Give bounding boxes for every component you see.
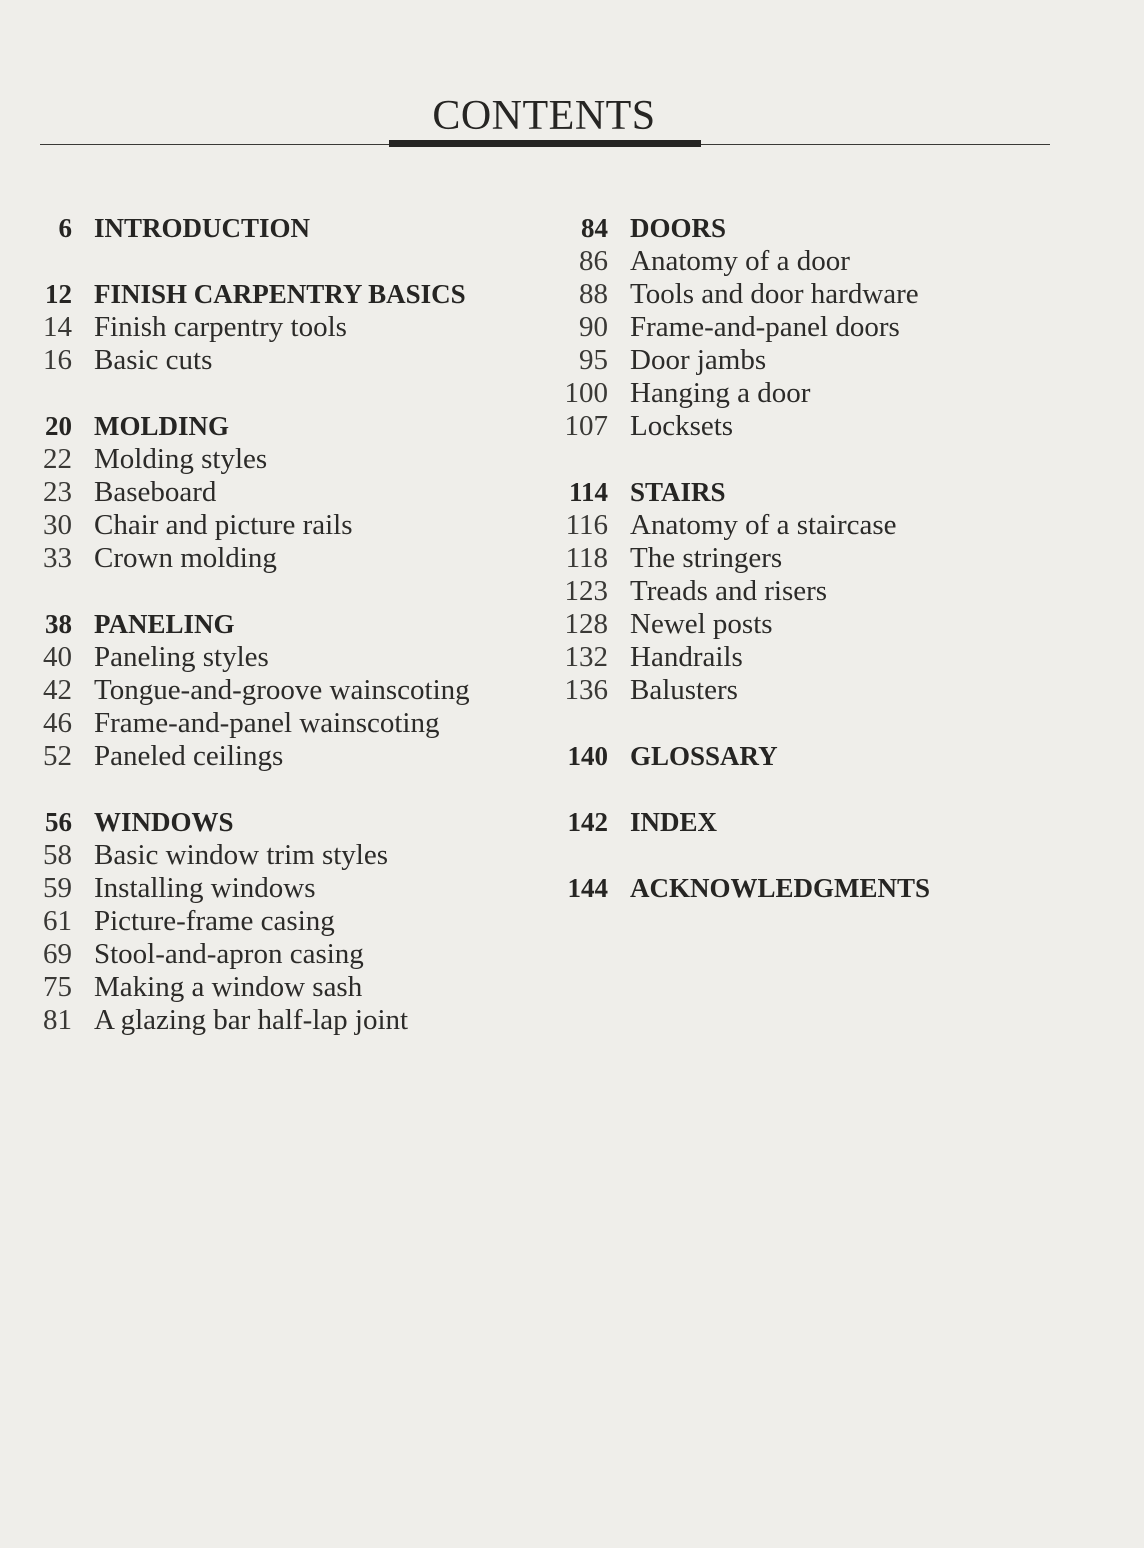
toc-section-heading-stairs[interactable] [552, 476, 1112, 509]
page-title: CONTENTS [432, 93, 656, 140]
toc-page-number: 14 [43, 311, 72, 343]
toc-page-number: 116 [565, 509, 608, 541]
toc-entry-tongue-and-groove-wainscoting[interactable] [20, 674, 540, 707]
toc-entry-label: Balusters [630, 674, 738, 706]
toc-section [552, 212, 1112, 443]
toc-section [20, 410, 540, 575]
toc-section-heading-finish-carpentry-basics[interactable] [20, 278, 540, 311]
toc-entry-label: INDEX [630, 807, 718, 837]
toc-entry-label: ACKNOWLEDGMENTS [630, 873, 931, 903]
title-rule-accent [389, 140, 701, 147]
toc-section [20, 278, 540, 377]
toc-entry-label: A glazing bar half-lap joint [94, 1004, 409, 1036]
toc-page-number: 144 [567, 873, 608, 903]
toc-page-number: 30 [43, 509, 72, 541]
toc-entry-label: INTRODUCTION [94, 213, 311, 243]
toc-entry-paneling-styles[interactable] [20, 641, 540, 674]
toc-page-number: 6 [58, 213, 72, 243]
toc-page-number: 128 [564, 608, 608, 640]
toc-page-number: 90 [579, 311, 608, 343]
toc-entry-label: PANELING [94, 609, 235, 639]
toc-section [20, 212, 540, 245]
toc-page-number: 12 [45, 279, 72, 309]
toc-page-number: 132 [564, 641, 608, 673]
toc-section-heading-doors[interactable] [552, 212, 1112, 245]
contents-right-column [552, 212, 1112, 938]
toc-page-number: 86 [579, 245, 608, 277]
toc-entry-molding-styles[interactable] [20, 443, 540, 476]
toc-entry-handrails[interactable] [552, 641, 1112, 674]
toc-entry-anatomy-of-a-door[interactable] [552, 245, 1112, 278]
toc-section [552, 872, 1112, 905]
toc-entry-label: Handrails [630, 641, 743, 673]
toc-page-number: 38 [45, 609, 72, 639]
toc-entry-tools-and-door-hardware[interactable] [552, 278, 1112, 311]
toc-entry-basic-cuts[interactable] [20, 344, 540, 377]
toc-entry-newel-posts[interactable] [552, 608, 1112, 641]
toc-entry-label: Basic cuts [94, 344, 213, 376]
toc-entry-label: Tongue-and-groove wainscoting [94, 674, 470, 706]
toc-page-number: 23 [43, 476, 72, 508]
toc-entry-label: Baseboard [94, 476, 217, 508]
toc-entry-label: GLOSSARY [630, 741, 778, 771]
toc-page-number: 58 [43, 839, 72, 871]
toc-page-number: 140 [567, 741, 608, 771]
toc-entry-label: FINISH CARPENTRY BASICS [94, 279, 466, 309]
toc-section-heading-paneling[interactable] [20, 608, 540, 641]
toc-entry-baseboard[interactable] [20, 476, 540, 509]
toc-entry-treads-and-risers[interactable] [552, 575, 1112, 608]
toc-entry-label: MOLDING [94, 411, 229, 441]
toc-page-number: 46 [43, 707, 72, 739]
toc-entry-label: Basic window trim styles [94, 839, 389, 871]
toc-section-heading-glossary[interactable] [552, 740, 1112, 773]
toc-entry-frame-and-panel-doors[interactable] [552, 311, 1112, 344]
toc-page-number: 61 [43, 905, 72, 937]
toc-entry-label: Treads and risers [630, 575, 828, 607]
toc-entry-label: Frame-and-panel wainscoting [94, 707, 440, 739]
toc-section-heading-windows[interactable] [20, 806, 540, 839]
toc-entry-door-jambs[interactable] [552, 344, 1112, 377]
toc-entry-picture-frame-casing[interactable] [20, 905, 540, 938]
toc-entry-label: Stool-and-apron casing [94, 938, 364, 970]
toc-entry-label: Crown molding [94, 542, 277, 574]
toc-page-number: 118 [565, 542, 608, 574]
toc-section-heading-index[interactable] [552, 806, 1112, 839]
contents-left-column [20, 212, 540, 1070]
toc-entry-the-stringers[interactable] [552, 542, 1112, 575]
toc-page-number: 22 [43, 443, 72, 475]
toc-page-number: 75 [43, 971, 72, 1003]
toc-entry-label: Finish carpentry tools [94, 311, 347, 343]
toc-page-number: 84 [581, 213, 608, 243]
toc-entry-frame-and-panel-wainscoting[interactable] [20, 707, 540, 740]
toc-page-number: 16 [43, 344, 72, 376]
toc-page-number: 40 [43, 641, 72, 673]
toc-section [20, 608, 540, 773]
toc-entry-hanging-a-door[interactable] [552, 377, 1112, 410]
toc-page-number: 69 [43, 938, 72, 970]
toc-page-number: 123 [564, 575, 608, 607]
toc-page-number: 33 [43, 542, 72, 574]
toc-entry-label: WINDOWS [94, 807, 234, 837]
toc-page-number: 114 [568, 477, 608, 507]
toc-entry-label: Anatomy of a staircase [630, 509, 897, 541]
toc-page-number: 136 [564, 674, 608, 706]
toc-page-number: 142 [567, 807, 608, 837]
toc-entry-label: Molding styles [94, 443, 268, 475]
toc-section [20, 806, 540, 1037]
toc-entry-label: Paneling styles [94, 641, 269, 673]
toc-entry-label: Paneled ceilings [94, 740, 284, 772]
toc-entry-label: Installing windows [94, 872, 316, 904]
toc-entry-basic-window-trim-styles[interactable] [20, 839, 540, 872]
toc-entry-locksets[interactable] [552, 410, 1112, 443]
toc-page-number: 42 [43, 674, 72, 706]
toc-entry-paneled-ceilings[interactable] [20, 740, 540, 773]
toc-entry-crown-molding[interactable] [20, 542, 540, 575]
toc-section [552, 476, 1112, 707]
toc-entry-anatomy-of-a-staircase[interactable] [552, 509, 1112, 542]
toc-section-heading-molding[interactable] [20, 410, 540, 443]
toc-page-number: 100 [564, 377, 608, 409]
toc-entry-balusters[interactable] [552, 674, 1112, 707]
toc-page-number: 59 [43, 872, 72, 904]
toc-entry-label: STAIRS [630, 477, 726, 507]
toc-page-number: 56 [45, 807, 72, 837]
toc-entry-label: DOORS [630, 213, 727, 243]
toc-entry-stool-and-apron-casing[interactable] [20, 938, 540, 971]
toc-page-number: 95 [579, 344, 608, 376]
toc-entry-label: Frame-and-panel doors [630, 311, 900, 343]
toc-entry-label: Anatomy of a door [630, 245, 850, 277]
toc-entry-label: Locksets [630, 410, 734, 442]
toc-entry-label: Door jambs [630, 344, 767, 376]
toc-section-heading-acknowledgments[interactable] [552, 872, 1112, 905]
toc-entry-chair-and-picture-rails[interactable] [20, 509, 540, 542]
toc-entry-label: Making a window sash [94, 971, 363, 1003]
toc-entry-label: Newel posts [630, 608, 773, 640]
toc-entry-making-a-window-sash[interactable] [20, 971, 540, 1004]
toc-entry-finish-carpentry-tools[interactable] [20, 311, 540, 344]
toc-page-number: 52 [43, 740, 72, 772]
toc-entry-label: Tools and door hardware [630, 278, 919, 310]
toc-entry-label: The stringers [630, 542, 783, 574]
toc-entry-installing-windows[interactable] [20, 872, 540, 905]
toc-page-number: 107 [564, 410, 608, 442]
toc-section [552, 806, 1112, 839]
toc-page-number: 88 [579, 278, 608, 310]
toc-entry-label: Chair and picture rails [94, 509, 353, 541]
toc-section-heading-introduction[interactable] [20, 212, 540, 245]
toc-page-number: 81 [43, 1004, 72, 1036]
toc-entry-a-glazing-bar-half-lap-joint[interactable] [20, 1004, 540, 1037]
toc-entry-label: Hanging a door [630, 377, 811, 409]
toc-section [552, 740, 1112, 773]
toc-page-number: 20 [45, 411, 72, 441]
toc-entry-label: Picture-frame casing [94, 905, 335, 937]
